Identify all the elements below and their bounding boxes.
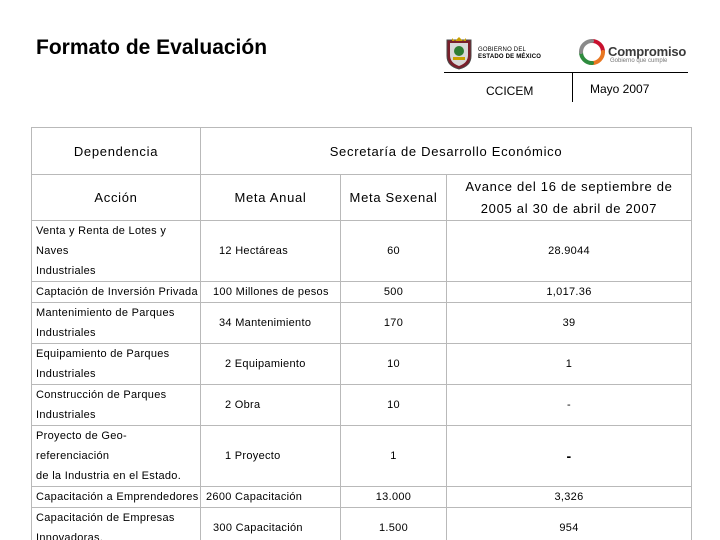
dependencia-label: Dependencia <box>32 128 201 175</box>
avance-cell: 28.9044 <box>447 221 692 282</box>
accion-cell <box>32 344 201 385</box>
accion-cell <box>32 385 201 426</box>
table-row <box>32 508 692 540</box>
col-header-avance-line2: 2005 al 30 de abril de 2007 <box>480 200 658 216</box>
meta-sexenal-cell: 10 <box>341 385 447 426</box>
report-date: Mayo 2007 <box>590 82 650 96</box>
meta-sexenal-cell: 1 <box>341 426 447 487</box>
avance-cell: 39 <box>447 303 692 344</box>
table-row <box>32 282 692 303</box>
gobierno-line2: ESTADO DE MÉXICO <box>478 54 542 60</box>
accion-line2: Industriales <box>36 409 96 421</box>
meta-anual-cell: 2 Obra <box>201 385 341 426</box>
table-row <box>32 385 692 426</box>
accion-line2: Industriales <box>36 327 96 339</box>
compromiso-tagline: Gobierno que cumple <box>610 58 668 64</box>
col-header-accion: Acción <box>32 175 201 221</box>
meta-anual-cell: 34 Mantenimiento <box>201 303 341 344</box>
meta-anual-cell: 2600 Capacitación <box>201 487 341 508</box>
table-row <box>32 426 692 487</box>
accion-line2: Innovadoras. <box>36 532 104 540</box>
accion-line1: Mantenimiento de Parques <box>36 307 175 319</box>
table-row <box>32 221 692 282</box>
meta-anual-cell: 1 Proyecto <box>201 426 341 487</box>
swirl-logo-icon <box>578 38 606 66</box>
col-header-meta-sexenal: Meta Sexenal <box>341 175 447 221</box>
header-divider <box>444 72 688 73</box>
avance-cell: 1 <box>447 344 692 385</box>
meta-sexenal-cell: 170 <box>341 303 447 344</box>
compromiso-word: Compromiso <box>608 44 687 59</box>
accion-cell <box>32 508 201 540</box>
avance-cell: 3,326 <box>447 487 692 508</box>
meta-sexenal-cell: 500 <box>341 282 447 303</box>
accion-cell <box>32 426 201 487</box>
col-header-meta-anual: Meta Anual <box>201 175 341 221</box>
gobierno-line1: GOBIERNO DEL <box>478 47 527 53</box>
col-header-avance-line1: Avance del 16 de septiembre de <box>465 178 673 194</box>
meta-sexenal-cell: 60 <box>341 221 447 282</box>
column-header-row <box>32 175 692 221</box>
dependencia-row <box>32 128 692 175</box>
accion-line1: Proyecto de Geo-referenciación <box>36 430 128 462</box>
gobierno-logo <box>444 36 556 72</box>
accion-line1: Venta y Renta de Lotes y Naves <box>36 225 167 257</box>
accion-cell <box>32 221 201 282</box>
meta-anual-cell: 2 Equipamiento <box>201 344 341 385</box>
meta-anual-cell: 12 Hectáreas <box>201 221 341 282</box>
state-seal-icon <box>444 36 474 70</box>
table-row <box>32 303 692 344</box>
accion-line2: Industriales <box>36 368 96 380</box>
accion-line1: Equipamiento de Parques <box>36 348 170 360</box>
avance-cell: 1,017.36 <box>447 282 692 303</box>
compromiso-logo <box>578 38 688 72</box>
meta-anual-cell: 100 Millones de pesos <box>201 282 341 303</box>
page-title: Formato de Evaluación <box>36 36 268 59</box>
accion-cell <box>32 487 201 508</box>
avance-cell: 954 <box>447 508 692 540</box>
col-header-avance <box>447 175 692 221</box>
avance-cell: - <box>447 426 692 487</box>
dependencia-value: Secretaría de Desarrollo Económico <box>201 128 692 175</box>
org-code: CCICEM <box>486 84 534 98</box>
table-row <box>32 344 692 385</box>
table-row <box>32 487 692 508</box>
accion-line1: Construcción de Parques <box>36 389 167 401</box>
accion-cell <box>32 303 201 344</box>
accion-line1: Captación de Inversión Privada <box>36 286 198 298</box>
accion-line2: Industriales <box>36 265 96 277</box>
meta-sexenal-cell: 1.500 <box>341 508 447 540</box>
accion-cell <box>32 282 201 303</box>
evaluation-table <box>31 127 692 540</box>
meta-anual-cell: 300 Capacitación <box>201 508 341 540</box>
accion-line2: de la Industria en el Estado. <box>36 470 182 482</box>
meta-sexenal-cell: 10 <box>341 344 447 385</box>
meta-sexenal-cell: 13.000 <box>341 487 447 508</box>
accion-line1: Capacitación a Emprendedores <box>36 491 199 503</box>
header-vertical-divider <box>572 72 573 102</box>
avance-cell: - <box>447 385 692 426</box>
accion-line1: Capacitación de Empresas <box>36 512 175 524</box>
